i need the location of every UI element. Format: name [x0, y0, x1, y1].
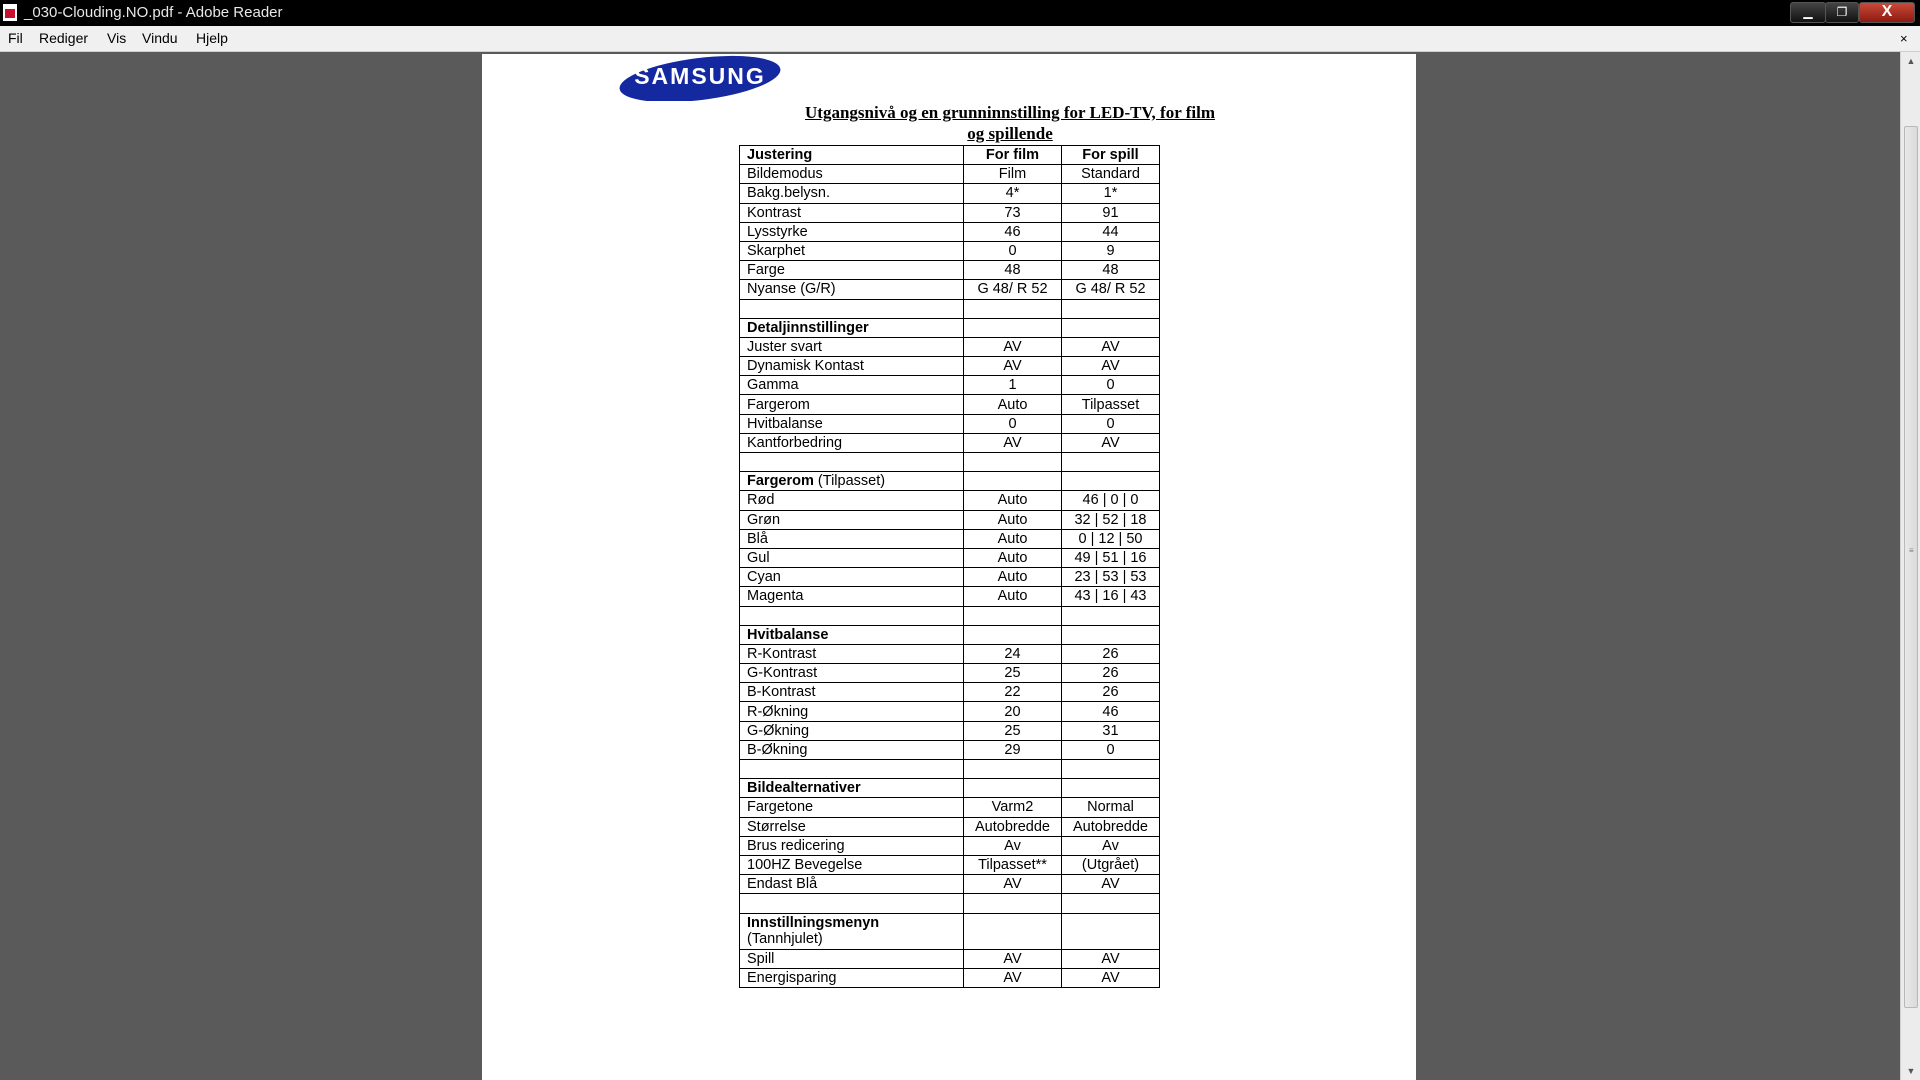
section-sublabel: (Tannhjulet)	[747, 930, 823, 947]
spill-value: 0	[1062, 414, 1160, 433]
blank-row	[740, 606, 1160, 625]
spill-value: Autobredde	[1062, 817, 1160, 836]
section-header	[740, 913, 964, 949]
spill-value: 31	[1062, 721, 1160, 740]
setting-label: Farge	[740, 261, 964, 280]
empty-cell	[1062, 453, 1160, 472]
setting-label: B-Kontrast	[740, 683, 964, 702]
spill-value: 49 | 51 | 16	[1062, 548, 1160, 567]
section-label: Hvitbalanse	[747, 626, 829, 643]
blank-row	[740, 760, 1160, 779]
setting-label: Spill	[740, 949, 964, 968]
setting-label: Rød	[740, 491, 964, 510]
menu-item-fil[interactable]: Fil	[8, 30, 23, 46]
setting-label: Blå	[740, 529, 964, 548]
menu-item-vis[interactable]: Vis	[107, 30, 127, 46]
spill-value: AV	[1062, 337, 1160, 356]
table-row	[740, 664, 1160, 683]
spill-value: AV	[1062, 949, 1160, 968]
section-header	[740, 472, 964, 491]
setting-label: Kantforbedring	[740, 433, 964, 452]
table-row	[740, 644, 1160, 663]
setting-label: G-Kontrast	[740, 664, 964, 683]
settings-table	[739, 145, 1160, 988]
table-row	[740, 836, 1160, 855]
spill-value: AV	[1062, 357, 1160, 376]
spill-value: 26	[1062, 644, 1160, 663]
spill-value: 26	[1062, 683, 1160, 702]
film-value: AV	[964, 357, 1062, 376]
film-value: AV	[964, 337, 1062, 356]
header-for-film: For film	[964, 146, 1062, 165]
empty-cell	[964, 894, 1062, 913]
table-row	[740, 949, 1160, 968]
menu-bar	[0, 26, 1920, 52]
close-document-icon[interactable]: ×	[1900, 31, 1908, 46]
spill-value: 26	[1062, 664, 1160, 683]
empty-cell	[1062, 606, 1160, 625]
setting-label: Bildemodus	[740, 165, 964, 184]
spill-value: 0 | 12 | 50	[1062, 529, 1160, 548]
empty-cell	[1062, 894, 1160, 913]
vertical-scrollbar[interactable]	[1900, 52, 1920, 1080]
table-row	[740, 241, 1160, 260]
film-value: 25	[964, 721, 1062, 740]
setting-label: Størrelse	[740, 817, 964, 836]
film-value: AV	[964, 968, 1062, 987]
samsung-logo	[618, 54, 782, 101]
empty-cell	[1062, 779, 1160, 798]
film-value: 4*	[964, 184, 1062, 203]
spill-value: AV	[1062, 875, 1160, 894]
film-value: Auto	[964, 568, 1062, 587]
close-button[interactable]: X	[1859, 2, 1915, 23]
setting-label: Cyan	[740, 568, 964, 587]
empty-cell	[740, 299, 964, 318]
empty-cell	[1062, 299, 1160, 318]
spill-value: 48	[1062, 261, 1160, 280]
spill-value: 91	[1062, 203, 1160, 222]
film-value: 46	[964, 222, 1062, 241]
empty-cell	[1062, 318, 1160, 337]
table-row	[740, 222, 1160, 241]
film-value: 24	[964, 644, 1062, 663]
section-label: Innstillningsmenyn	[747, 914, 880, 931]
scroll-down-arrow-icon[interactable]: ▼	[1906, 1066, 1916, 1076]
logo-text: SAMSUNG	[634, 63, 766, 89]
table-row	[740, 529, 1160, 548]
table-row	[740, 414, 1160, 433]
spill-value: Normal	[1062, 798, 1160, 817]
setting-label: Fargerom	[740, 395, 964, 414]
setting-label: Juster svart	[740, 337, 964, 356]
empty-cell	[964, 472, 1062, 491]
table-row	[740, 855, 1160, 874]
table-row	[740, 968, 1160, 987]
spill-value: 1*	[1062, 184, 1160, 203]
setting-label: Dynamisk Kontast	[740, 357, 964, 376]
scroll-grip-icon: ≡	[1909, 546, 1914, 556]
film-value: Auto	[964, 510, 1062, 529]
menu-item-rediger[interactable]: Rediger	[39, 30, 89, 46]
section-label: Detaljinnstillinger	[747, 319, 869, 336]
setting-label: 100HZ Bevegelse	[740, 855, 964, 874]
section-header-row	[740, 913, 1160, 949]
spill-value: 0	[1062, 740, 1160, 759]
table-row	[740, 721, 1160, 740]
empty-cell	[1062, 913, 1160, 949]
table-row	[740, 548, 1160, 567]
spill-value: 32 | 52 | 18	[1062, 510, 1160, 529]
maximize-button[interactable]: ❐	[1825, 2, 1859, 23]
setting-label: Lysstyrke	[740, 222, 964, 241]
film-value: 1	[964, 376, 1062, 395]
spill-value: AV	[1062, 968, 1160, 987]
table-row	[740, 165, 1160, 184]
table-row	[740, 261, 1160, 280]
section-header-row	[740, 472, 1160, 491]
setting-label: Nyanse (G/R)	[740, 280, 964, 299]
film-value: Auto	[964, 529, 1062, 548]
section-label-extra: (Tilpasset)	[813, 473, 886, 490]
table-row	[740, 740, 1160, 759]
setting-label: Kontrast	[740, 203, 964, 222]
film-value: 29	[964, 740, 1062, 759]
film-value: 73	[964, 203, 1062, 222]
empty-cell	[964, 318, 1062, 337]
setting-label: Energisparing	[740, 968, 964, 987]
film-value: Av	[964, 836, 1062, 855]
film-value: 0	[964, 241, 1062, 260]
empty-cell	[964, 299, 1062, 318]
spill-value: 43 | 16 | 43	[1062, 587, 1160, 606]
film-value: 0	[964, 414, 1062, 433]
setting-label: Bakg.belysn.	[740, 184, 964, 203]
section-header-row	[740, 779, 1160, 798]
spill-value: 46 | 0 | 0	[1062, 491, 1160, 510]
empty-cell	[740, 760, 964, 779]
table-row	[740, 280, 1160, 299]
setting-label: Gamma	[740, 376, 964, 395]
scrollbar-thumb[interactable]	[1904, 126, 1918, 1008]
section-header	[740, 625, 964, 644]
table-row	[740, 798, 1160, 817]
section-header-row	[740, 625, 1160, 644]
section-label: Fargerom	[747, 473, 814, 490]
table-header-row	[740, 146, 1160, 165]
pdf-app-icon	[3, 4, 17, 21]
film-value: AV	[964, 433, 1062, 452]
window-title: _030-Clouding.NO.pdf - Adobe Reader	[24, 4, 283, 21]
setting-label: Skarphet	[740, 241, 964, 260]
table-row	[740, 433, 1160, 452]
spill-value: G 48/ R 52	[1062, 280, 1160, 299]
spill-value: 0	[1062, 376, 1160, 395]
minimize-button[interactable]: ▁	[1790, 2, 1826, 23]
spill-value: Av	[1062, 836, 1160, 855]
setting-label: Endast Blå	[740, 875, 964, 894]
film-value: 20	[964, 702, 1062, 721]
spill-value: Tilpasset	[1062, 395, 1160, 414]
film-value: 48	[964, 261, 1062, 280]
setting-label: G-Økning	[740, 721, 964, 740]
setting-label: Brus redicering	[740, 836, 964, 855]
table-row	[740, 683, 1160, 702]
document-title: Utgangsnivå og en grunninnstilling for LED-TV, for film og spillende	[805, 103, 1215, 143]
table-row	[740, 875, 1160, 894]
film-value: G 48/ R 52	[964, 280, 1062, 299]
table-row	[740, 587, 1160, 606]
film-value: Auto	[964, 548, 1062, 567]
blank-row	[740, 299, 1160, 318]
table-row	[740, 184, 1160, 203]
spill-value: 44	[1062, 222, 1160, 241]
setting-label: Magenta	[740, 587, 964, 606]
film-value: 22	[964, 683, 1062, 702]
section-label: Bildealternativer	[747, 780, 861, 797]
empty-cell	[964, 779, 1062, 798]
blank-row	[740, 453, 1160, 472]
table-row	[740, 395, 1160, 414]
section-header-row	[740, 318, 1160, 337]
table-row	[740, 203, 1160, 222]
film-value: Auto	[964, 587, 1062, 606]
table-row	[740, 702, 1160, 721]
empty-cell	[1062, 625, 1160, 644]
section-header	[740, 779, 964, 798]
spill-value: 9	[1062, 241, 1160, 260]
empty-cell	[740, 894, 964, 913]
spill-value: (Utgrået)	[1062, 855, 1160, 874]
menu-item-hjelp[interactable]: Hjelp	[196, 30, 228, 46]
setting-label: B-Økning	[740, 740, 964, 759]
spill-value: Standard	[1062, 165, 1160, 184]
empty-cell	[964, 453, 1062, 472]
pdf-page	[482, 54, 1416, 1080]
setting-label: Hvitbalanse	[740, 414, 964, 433]
film-value: Film	[964, 165, 1062, 184]
empty-cell	[1062, 760, 1160, 779]
film-value: Auto	[964, 395, 1062, 414]
empty-cell	[964, 913, 1062, 949]
table-row	[740, 817, 1160, 836]
blank-row	[740, 894, 1160, 913]
setting-label: R-Kontrast	[740, 644, 964, 663]
empty-cell	[964, 760, 1062, 779]
setting-label: Gul	[740, 548, 964, 567]
scroll-up-arrow-icon[interactable]: ▲	[1906, 56, 1916, 66]
empty-cell	[740, 606, 964, 625]
film-value: AV	[964, 875, 1062, 894]
film-value: Tilpasset**	[964, 855, 1062, 874]
header-for-spill: For spill	[1062, 146, 1160, 165]
header-justering: Justering	[740, 146, 964, 165]
film-value: Auto	[964, 491, 1062, 510]
film-value: Varm2	[964, 798, 1062, 817]
empty-cell	[740, 453, 964, 472]
setting-label: Grøn	[740, 510, 964, 529]
table-row	[740, 491, 1160, 510]
spill-value: AV	[1062, 433, 1160, 452]
film-value: AV	[964, 949, 1062, 968]
menu-item-vindu[interactable]: Vindu	[142, 30, 178, 46]
table-row	[740, 337, 1160, 356]
window-titlebar	[0, 0, 1920, 26]
table-row	[740, 568, 1160, 587]
empty-cell	[964, 625, 1062, 644]
table-row	[740, 510, 1160, 529]
film-value: 25	[964, 664, 1062, 683]
spill-value: 46	[1062, 702, 1160, 721]
setting-label: Fargetone	[740, 798, 964, 817]
empty-cell	[964, 606, 1062, 625]
spill-value: 23 | 53 | 53	[1062, 568, 1160, 587]
film-value: Autobredde	[964, 817, 1062, 836]
table-row	[740, 376, 1160, 395]
setting-label: R-Økning	[740, 702, 964, 721]
table-row	[740, 357, 1160, 376]
section-header	[740, 318, 964, 337]
empty-cell	[1062, 472, 1160, 491]
